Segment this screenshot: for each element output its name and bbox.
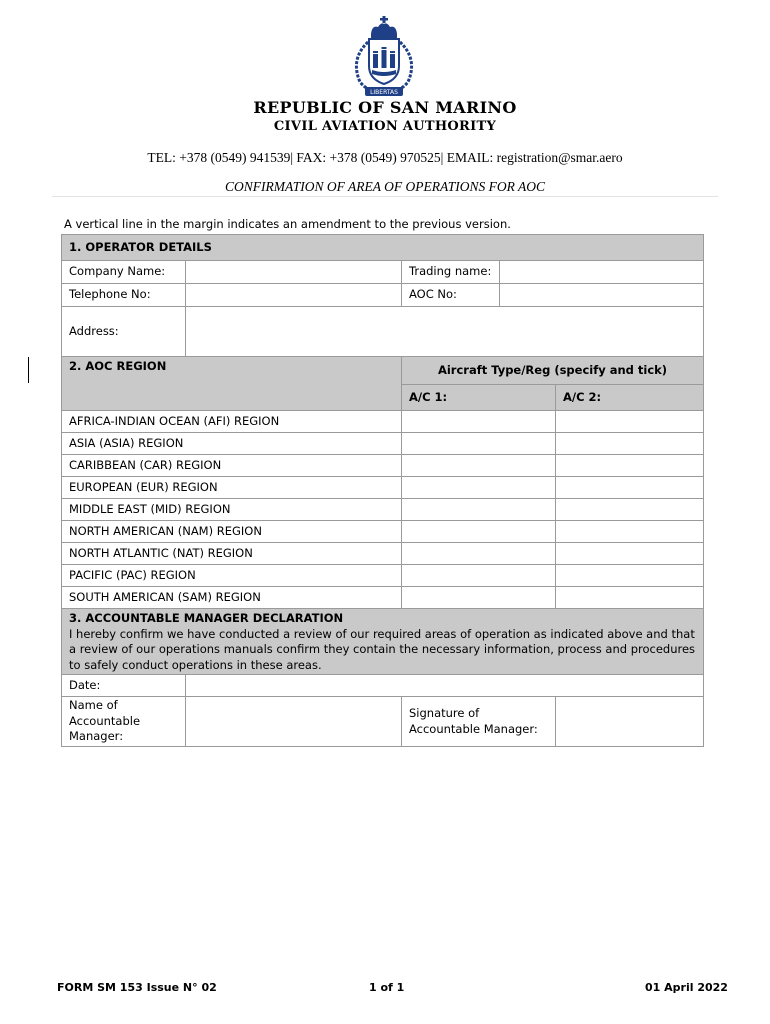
header-divider (52, 196, 718, 197)
region-ac1-cell[interactable] (402, 411, 556, 433)
header-subtitle: CIVIL AVIATION AUTHORITY (273, 119, 497, 134)
region-ac2-cell[interactable] (556, 587, 704, 609)
region-ac2-cell[interactable] (556, 455, 704, 477)
telephone-label: Telephone No: (62, 284, 186, 307)
region-label: MIDDLE EAST (MID) REGION (62, 499, 402, 521)
footer-form-id: FORM SM 153 Issue N° 02 (57, 981, 217, 994)
aoc-form-table (61, 234, 704, 747)
region-label: NORTH ATLANTIC (NAT) REGION (62, 543, 402, 565)
trading-name-label: Trading name: (402, 261, 500, 284)
san-marino-coat-of-arms-logo (344, 14, 424, 100)
crest-motto: LIBERTAS (370, 89, 398, 96)
region-label: EUROPEAN (EUR) REGION (62, 477, 402, 499)
aoc-no-field[interactable] (500, 284, 704, 307)
aoc-no-label: AOC No: (402, 284, 500, 307)
document-title: CONFIRMATION OF AREA OF OPERATIONS FOR AOC (225, 179, 545, 194)
region-label: ASIA (ASIA) REGION (62, 433, 402, 455)
company-name-label: Company Name: (62, 261, 186, 284)
date-label: Date: (62, 675, 186, 697)
telephone-field[interactable] (186, 284, 402, 307)
manager-name-field[interactable] (186, 697, 402, 747)
region-ac1-cell[interactable] (402, 433, 556, 455)
declaration-text: I hereby confirm we have conducted a review of our required areas of operation as indicated above and that a review of our operations manuals confirm they contain the necessary information, process and procedures to safely conduct operations in these areas. (69, 626, 696, 672)
trading-name-field[interactable] (500, 261, 704, 284)
date-field[interactable] (186, 675, 704, 697)
region-ac2-cell[interactable] (556, 565, 704, 587)
region-ac2-cell[interactable] (556, 411, 704, 433)
region-label: NORTH AMERICAN (NAM) REGION (62, 521, 402, 543)
region-ac1-cell[interactable] (402, 455, 556, 477)
region-ac1-cell[interactable] (402, 565, 556, 587)
manager-name-label (62, 697, 186, 747)
section3-heading: 3. ACCOUNTABLE MANAGER DECLARATION (69, 611, 344, 625)
region-ac2-cell[interactable] (556, 499, 704, 521)
company-name-field[interactable] (186, 261, 402, 284)
manager-name-label-line1: Name of (69, 698, 118, 713)
signature-label-line1: Signature of (409, 705, 480, 720)
region-ac1-cell[interactable] (402, 543, 556, 565)
region-label: SOUTH AMERICAN (SAM) REGION (62, 587, 402, 609)
region-label: CARIBBEAN (CAR) REGION (62, 455, 402, 477)
footer-date: 01 April 2022 (645, 981, 728, 994)
signature-label-line2: Accountable Manager: (409, 721, 538, 736)
aoc-form (61, 234, 703, 747)
amendment-margin-line (28, 357, 29, 383)
ac1-header: A/C 1: (402, 385, 556, 411)
address-field[interactable] (186, 307, 704, 357)
region-ac2-cell[interactable] (556, 477, 704, 499)
aircraft-type-heading: Aircraft Type/Reg (specify and tick) (402, 357, 704, 385)
amendment-note: A vertical line in the margin indicates an amendment to the previous version. (64, 217, 511, 231)
region-label: AFRICA-INDIAN OCEAN (AFI) REGION (62, 411, 402, 433)
header-contact-line: TEL: +378 (0549) 941539| FAX: +378 (0549) 970525| EMAIL: registration@smar.aero (147, 150, 623, 165)
ac2-header: A/C 2: (556, 385, 704, 411)
region-ac1-cell[interactable] (402, 477, 556, 499)
section1-heading: 1. OPERATOR DETAILS (62, 235, 704, 261)
region-ac1-cell[interactable] (402, 587, 556, 609)
address-label: Address: (62, 307, 186, 357)
region-ac2-cell[interactable] (556, 521, 704, 543)
footer-page-number: 1 of 1 (369, 981, 405, 994)
region-ac1-cell[interactable] (402, 521, 556, 543)
signature-label (402, 697, 556, 747)
region-ac2-cell[interactable] (556, 433, 704, 455)
signature-field[interactable] (556, 697, 704, 747)
section2-heading: 2. AOC REGION (62, 357, 402, 411)
manager-name-label-line2: Accountable Manager: (69, 713, 141, 744)
header-title: REPUBLIC OF SAN MARINO (253, 98, 517, 117)
section3-block (62, 609, 704, 675)
region-ac1-cell[interactable] (402, 499, 556, 521)
region-ac2-cell[interactable] (556, 543, 704, 565)
region-label: PACIFIC (PAC) REGION (62, 565, 402, 587)
